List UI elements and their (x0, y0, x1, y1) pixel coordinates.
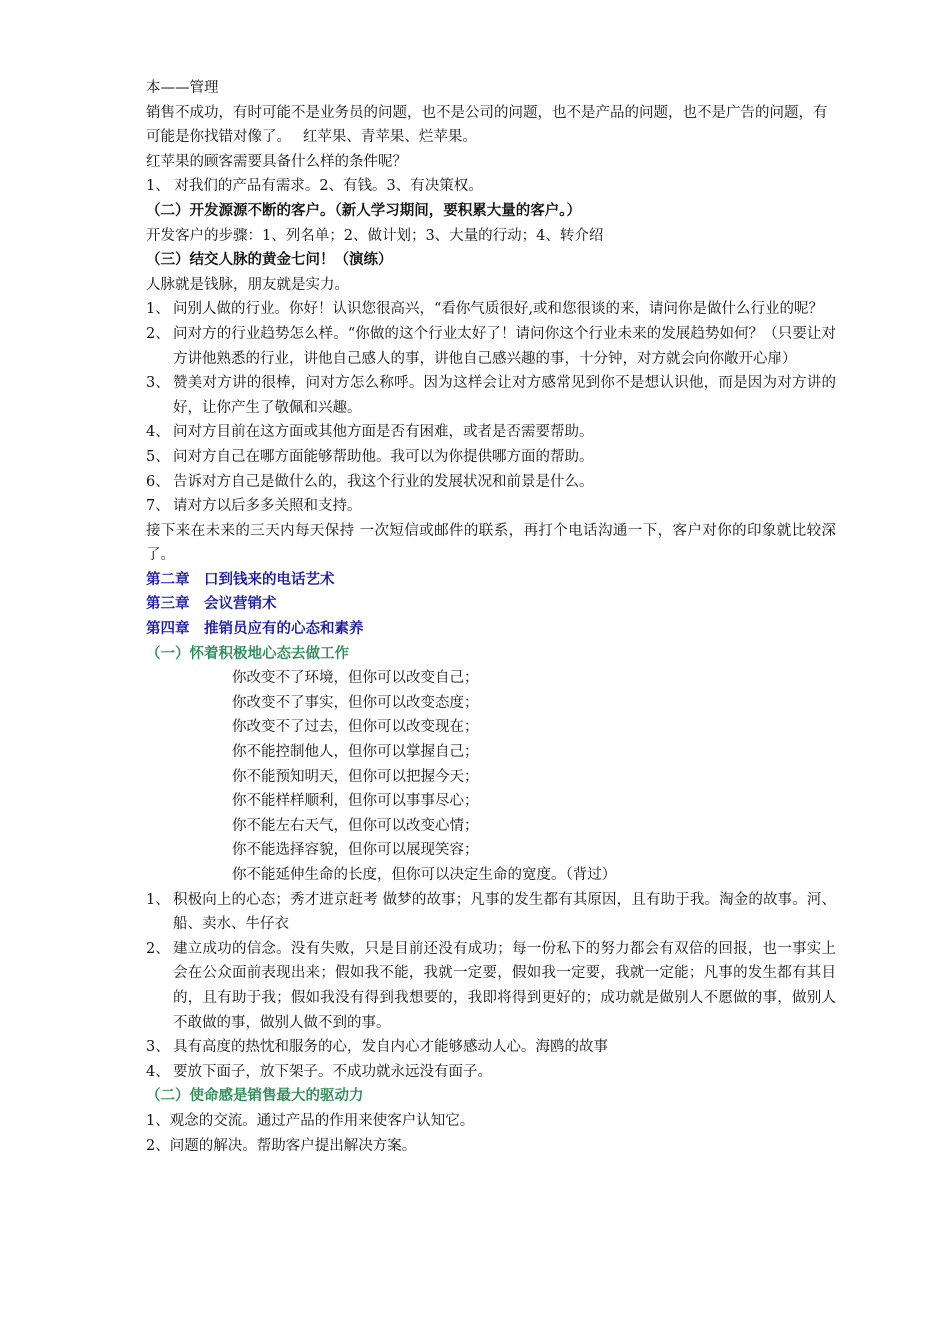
poem-line: 你不能左右天气，但你可以改变心情； (232, 817, 479, 834)
text-line: 1、 对我们的产品有需求。2、有钱。3、有决策权。 (146, 178, 483, 195)
text-line: 红苹果的顾客需要具备什么样的条件呢？ (146, 153, 407, 170)
paragraph: 销售不成功，有时可能不是业务员的问题，也不是公司的问题，也不是产品的问题，也不是广告的问题，有可能是你找错对像了。 红苹果、青苹果、烂苹果。 (146, 104, 828, 146)
list-text: 问对方的行业趋势怎么样。“你做的这个行业太好了！请问你这个行业未来的发展趋势如何？（只要让对方讲他熟悉的行业，讲他自己感人的事，讲他自己感兴趣的事，十分钟，对方就会向你敞开心扉） (173, 325, 836, 367)
list-item (146, 445, 836, 470)
list-text: 问别人做的行业。你好！认识您很高兴，“看你气质很好,或和您很谈的来，请问你是做什么行业的呢？ (173, 301, 824, 318)
text-line: 开发客户的步骤：1、列名单；2、做计划；3、大量的行动；4、转介绍 (146, 227, 604, 244)
list-number: 4、 (146, 424, 170, 441)
list-number: 3、 (146, 375, 170, 392)
list-item (146, 1035, 836, 1060)
list-text: 告诉对方自己是做什么的，我这个行业的发展状况和前景是什么。 (173, 473, 594, 490)
list-number: 1、 (146, 891, 170, 908)
list-text: 具有高度的热忱和服务的心，发自内心才能够感动人心。海鸥的故事 (173, 1039, 608, 1056)
text-line: 2、问题的解决。帮助客户提出解决方案。 (146, 1137, 417, 1154)
list-item (146, 494, 836, 519)
paragraph: 接下来在未来的三天内每天保持 一次短信或邮件的联系，再打个电话沟通一下，客户对你的印象就比较深了。 (146, 522, 836, 564)
section-heading: （三）结交人脉的黄金七问！（演练） (146, 251, 393, 269)
questions-list (146, 297, 836, 518)
list-number: 6、 (146, 473, 170, 490)
list-text: 建立成功的信念。没有失败，只是目前还没有成功；每一份私下的努力都会有双倍的回报，也一事实上会在公众面前表现出来；假如我不能，我就一定要，假如我一定要，我就一定能；凡事的发生都有其目的，且有助于我；假如我没有得到我想要的，我即将得到更好的；成功就是做别人不愿做的事，做别人不敢做的事，做别人做不到的事。 (173, 940, 836, 1031)
text-line: 本——管理 (146, 80, 219, 96)
list-text: 问对方自己在哪方面能够帮助他。我可以为你提供哪方面的帮助。 (173, 448, 594, 465)
list-number: 2、 (146, 325, 170, 342)
text-line: 人脉就是钱脉，朋友就是实力。 (146, 276, 349, 293)
list-item (146, 371, 836, 420)
list-item (146, 322, 836, 371)
section-heading: （二）开发源源不断的客户。（新人学习期间，要积累大量的客户。） (146, 201, 581, 219)
poem-block (146, 666, 836, 887)
poem-line: 你不能延伸生命的长度，但你可以决定生命的宽度。（背过） (232, 867, 617, 883)
list-number: 2、 (146, 940, 170, 957)
poem-line: 你改变不了事实，但你可以改变态度； (232, 694, 479, 711)
poem-line: 你不能样样顺利，但你可以事事尽心； (232, 793, 479, 810)
chapter-heading: 第二章 口到钱来的电话艺术 (146, 570, 335, 588)
poem-line: 你改变不了过去，但你可以改变现在； (232, 719, 479, 736)
subsection-heading: （二）使命感是销售最大的驱动力 (146, 1087, 364, 1105)
list-item (146, 420, 836, 445)
chapter-heading: 第四章 推销员应有的心态和素养 (146, 620, 364, 638)
list-number: 3、 (146, 1039, 170, 1056)
poem-line: 你不能预知明天，但你可以把握今天； (232, 768, 479, 785)
list-number: 4、 (146, 1063, 170, 1080)
list-text: 赞美对方讲的很棒，问对方怎么称呼。因为这样会让对方感常见到你不是想认识他，而是因为对方讲的好，让你产生了敬佩和兴趣。 (173, 375, 836, 416)
poem-line: 你不能选择容貌，但你可以展现笑容； (232, 842, 479, 859)
list-number: 7、 (146, 498, 170, 515)
list-item (146, 888, 836, 937)
list-number: 1、 (146, 301, 170, 318)
attitudes-list (146, 888, 836, 1085)
list-number: 5、 (146, 448, 170, 465)
poem-line: 你不能控制他人，但你可以掌握自己； (232, 744, 479, 761)
chapter-heading: 第三章 会议营销术 (146, 595, 277, 613)
list-item (146, 937, 836, 1035)
list-text: 要放下面子，放下架子。不成功就永远没有面子。 (173, 1063, 492, 1080)
text-line: 1、观念的交流。通过产品的作用来使客户认知它。 (146, 1112, 475, 1129)
list-item (146, 297, 836, 322)
list-text: 问对方目前在这方面或其他方面是否有困难，或者是否需要帮助。 (173, 424, 594, 441)
document-page (146, 76, 836, 1158)
list-text: 请对方以后多多关照和支持。 (173, 498, 362, 515)
list-item (146, 1060, 836, 1085)
list-item (146, 470, 836, 495)
subsection-heading: （一）怀着积极地心态去做工作 (146, 644, 349, 662)
list-text: 积极向上的心态；秀才进京赶考 做梦的故事；凡事的发生都有其原因，且有助于我。淘金的故事。河、船、卖水、牛仔衣 (173, 891, 836, 933)
poem-line: 你改变不了环境，但你可以改变自己； (232, 670, 479, 687)
